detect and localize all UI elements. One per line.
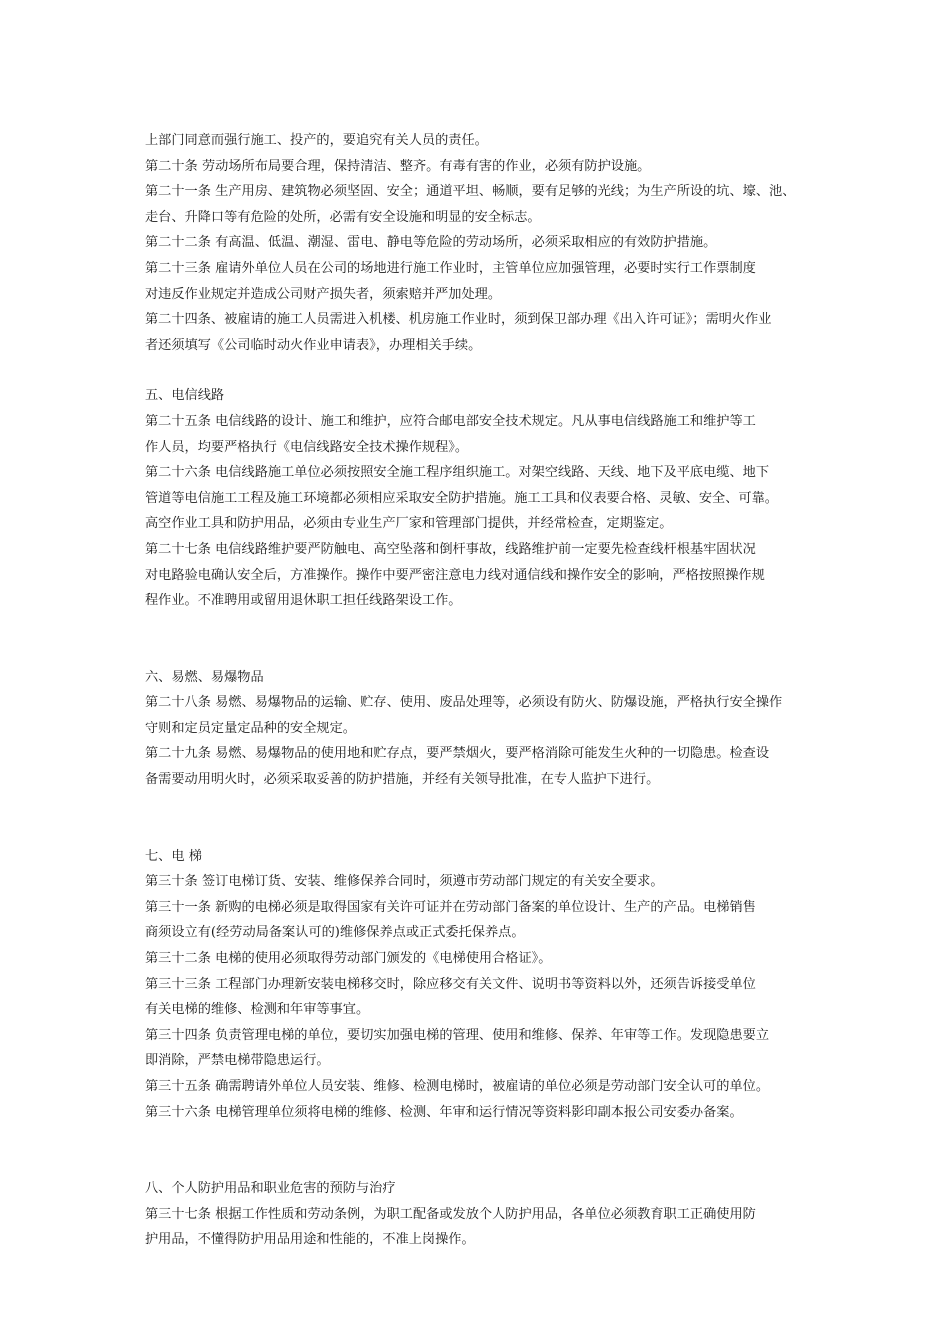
text-line: 作人员，均要严格执行《电信线路安全技术操作规程》。 (145, 439, 469, 455)
text-line: 第二十条 劳动场所布局要合理，保持清洁、整齐。有毒有害的作业，必须有防护设施。 (145, 158, 651, 174)
section-heading: 六、易燃、易爆物品 (145, 669, 264, 685)
text-line: 第二十六条 电信线路施工单位必须按照安全施工程序组织施工。对架空线路、天线、地下及平底电缆、地下 (145, 465, 770, 481)
text-line: 程作业。不准聘用或留用退休职工担任线路架设工作。 (145, 593, 462, 609)
text-line: 第三十五条 确需聘请外单位人员安装、维修、检测电梯时，被雇请的单位必须是劳动部门安全认可的单位。 (145, 1079, 770, 1094)
intro-block (145, 128, 813, 358)
text-line: 第二十四条、被雇请的施工人员需进入机楼、机房施工作业时，须到保卫部办理《出入许可证》；需明火作业 (145, 312, 772, 328)
section-elevators (145, 844, 813, 1126)
text-line: 第二十五条 电信线路的设计、施工和维护，应符合邮电部安全技术规定。凡从事电信线路施工和维护等工 (145, 413, 756, 429)
section-flammable-materials (145, 665, 813, 793)
text-line: 备需要动用明火时，必须采取妥善的防护措施，并经有关领导批准，在专人监护下进行。 (145, 772, 660, 788)
text-line: 第二十九条 易燃、易爆物品的使用地和贮存点，要严禁烟火，要严格消除可能发生火种的一切隐患。检查设 (145, 746, 770, 762)
text-line: 第二十二条 有高温、低温、潮湿、雷电、静电等危险的劳动场所，必须采取相应的有效防护措施。 (145, 235, 717, 251)
document-page (145, 128, 813, 1253)
text-line: 对违反作业规定并造成公司财产损失者，须索赔并严加处理。 (145, 286, 502, 302)
text-line: 走台、升降口等有危险的处所，必需有安全设施和明显的安全标志。 (145, 209, 541, 225)
text-line: 第三十四条 负责管理电梯的单位，要切实加强电梯的管理、使用和维修、保养、年审等工作。发现隐患要立 (145, 1027, 770, 1043)
section-telecom-lines (145, 383, 813, 613)
text-line: 上部门同意而强行施工、投产的，要追究有关人员的责任。 (145, 133, 488, 148)
text-line: 者还须填写《公司临时动火作业申请表》，办理相关手续。 (145, 337, 482, 353)
text-line: 第三十七条 根据工作性质和劳动条例，为职工配备或发放个人防护用品，各单位必须教育职工正确使用防 (145, 1206, 756, 1222)
text-line: 商须设立有(经劳动局备案认可的)维修保养点或正式委托保养点。 (145, 925, 525, 941)
text-line: 第二十七条 电信线路维护要严防触电、高空坠落和倒杆事故，线路维护前一定要先检查线杆根基牢固状况 (145, 541, 756, 557)
section-heading: 五、电信线路 (145, 388, 225, 404)
text-line: 第三十一条 新购的电梯必须是取得国家有关许可证并在劳动部门备案的单位设计、生产的产品。电梯销售 (145, 899, 756, 915)
text-line: 对电路验电确认安全后，方准操作。操作中要严密注意电力线对通信线和操作安全的影响，严格按照操作规 (145, 567, 765, 583)
text-line: 第二十三条 雇请外单位人员在公司的场地进行施工作业时，主管单位应加强管理，必要时实行工作票制度 (145, 260, 756, 276)
text-line: 即消除，严禁电梯带隐患运行。 (145, 1053, 330, 1069)
text-line: 第三十二条 电梯的使用必须取得劳动部门颁发的《电梯使用合格证》。 (145, 951, 552, 967)
section-personal-protection (145, 1176, 813, 1253)
text-line: 管道等电信施工工程及施工环境都必须相应采取安全防护措施。施工工具和仪表要合格、灵敏、安全、可靠。 (145, 490, 778, 506)
text-line: 第二十一条 生产用房、建筑物必须坚固、安全；通道平坦、畅顺，要有足够的光线；为生产所设的坑、壕、池、 (145, 184, 796, 200)
text-line: 第二十八条 易燃、易爆物品的运输、贮存、使用、废品处理等，必须设有防火、防爆设施，严格执行安全操作 (145, 695, 783, 711)
text-line: 护用品，不懂得防护用品用途和性能的，不准上岗操作。 (145, 1232, 475, 1248)
section-heading: 七、电 梯 (145, 848, 202, 864)
section-heading: 八、个人防护用品和职业危害的预防与治疗 (145, 1181, 396, 1197)
text-line: 第三十条 签订电梯订货、安装、维修保养合同时，须遵市劳动部门规定的有关安全要求。 (145, 874, 664, 890)
text-line: 第三十三条 工程部门办理新安装电梯移交时，除应移交有关文件、说明书等资料以外，还须告诉接受单位 (145, 976, 756, 992)
text-line: 有关电梯的维修、检测和年审等事宜。 (145, 1002, 370, 1018)
text-line: 守则和定员定量定品种的安全规定。 (145, 720, 356, 736)
text-line: 高空作业工具和防护用品，必须由专业生产厂家和管理部门提供，并经常检查，定期鉴定。 (145, 516, 673, 532)
text-line: 第三十六条 电梯管理单位须将电梯的维修、检测、年审和运行情况等资料影印副本报公司安委办备案。 (145, 1104, 743, 1120)
